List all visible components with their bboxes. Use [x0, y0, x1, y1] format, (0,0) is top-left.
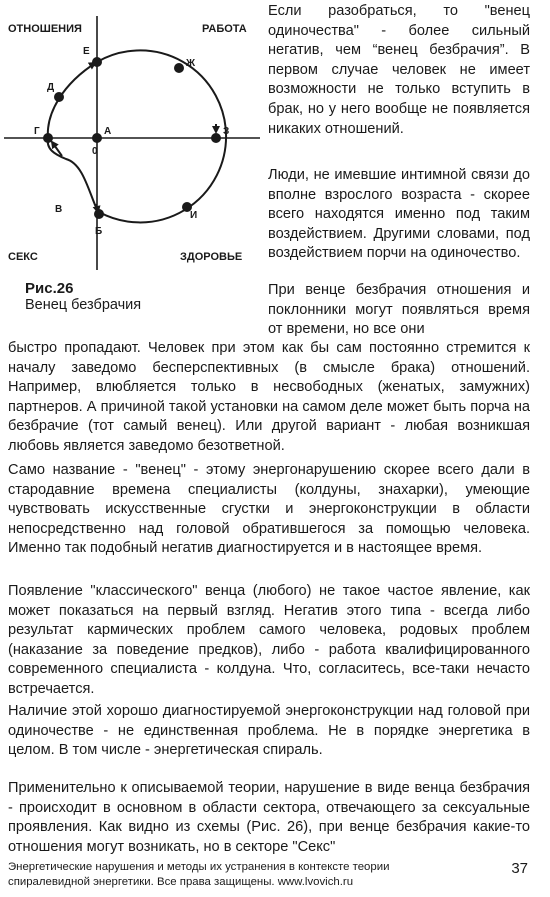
point-g-dot: [43, 133, 53, 143]
point-z-dot: [211, 133, 221, 143]
point-e-dot: [92, 57, 102, 67]
label-a: А: [104, 126, 112, 137]
figure-number: Рис.26: [25, 280, 74, 297]
page-number: 37: [511, 860, 528, 877]
paragraph: Наличие этой хорошо диагностируемой энергоконструкции над головой при одиночестве - не единственная проблема. Не в порядке энергетика в целом. В том числе - энергетическая спираль.: [8, 703, 530, 759]
figure-title: Венец безбрачия: [25, 297, 142, 313]
spiral-circle: [97, 50, 226, 222]
quadrant-relations: ОТНОШЕНИЯ: [8, 23, 82, 35]
label-zh: Ж: [186, 58, 196, 69]
point-d-dot: [54, 92, 64, 102]
label-b: Б: [95, 226, 103, 237]
paragraph: Само название - "венец" - этому энергонарушению скорее всего дали в стародавние времена специалисты (колдуны, знахарки), умеющие чувствовать искусственные сгустки и энергоконструкции в области непосредственно над головой обратившегося за помощью человека. Именно так подобный негатив диагностируется и в настоящее время.: [8, 462, 530, 557]
point-a-dot: [92, 133, 102, 143]
paragraph: Если разобраться, то "венец одиночества" - более сильный негатив, чем “венец безбрачия”. В первом случае человек не имеет возможности не только вступить в брак, но у него вообще не появляется никаких отношений.: [268, 3, 530, 137]
point-b-dot: [94, 209, 104, 219]
quadrant-sex: СЕКС: [8, 251, 38, 263]
spiral-figure: [4, 4, 260, 270]
label-z: З: [223, 126, 230, 137]
label-i: И: [190, 210, 198, 221]
label-zero: 0: [92, 146, 98, 157]
label-d: Д: [47, 82, 55, 93]
quadrant-health: ЗДОРОВЬЕ: [180, 251, 243, 263]
label-e: Е: [83, 46, 90, 57]
spiral-diagram: [4, 4, 260, 270]
label-v: В: [55, 204, 63, 215]
paragraph: Применительно к описываемой теории, нарушение в виде венца безбрачия - происходит в основном в области сектора, отвечающего за сексуальные проявления. Как видно из схемы (Рис. 26), при венце безбрачия какие-то отношения могут возникать, но в секторе "Секс": [8, 780, 530, 855]
point-zh-dot: [174, 63, 184, 73]
page-footer: [8, 860, 468, 890]
paragraph: При венце безбрачия отношения и поклонники могут появляться время от времени, но все они: [268, 282, 530, 338]
paragraph: Появление "классического" венца (любого) не такое частое явление, как может показаться на первый взгляд. Негатив этого типа - всегда либо результат кармических проблем самого человека, родовых проблем (наказание за поведение предков), либо - работа квалифицированного современного специалиста - колдуна. Что, согласитесь, все-таки нечасто встречается.: [8, 583, 530, 697]
paragraph: быстро пропадают. Человек при этом как бы сам постоянно стремится к началу заведомо бесперспективных (в смысле брака) отношений. Например, влюбляется только в несвободных (женатых, замужних) партнеров. А причиной такой установки на самом деле может быть порча на безбрачие (тот самый венец). Или другой вариант - любая возникшая любовь является заведомо безответной.: [8, 340, 530, 454]
footer-line: Энергетические нарушения и методы их устранения в контексте теории: [8, 861, 390, 873]
label-g: Г: [34, 126, 40, 137]
footer-line: спиралевидной энергетики. Все права защищены. www.lvovich.ru: [8, 876, 354, 888]
quadrant-work: РАБОТА: [202, 23, 247, 35]
paragraph: Люди, не имевшие интимной связи до вполне взрослого возраста - скорее всего находятся именно под таким воздействием. Другими словами, под воздействием порчи на одиночество.: [268, 167, 530, 262]
